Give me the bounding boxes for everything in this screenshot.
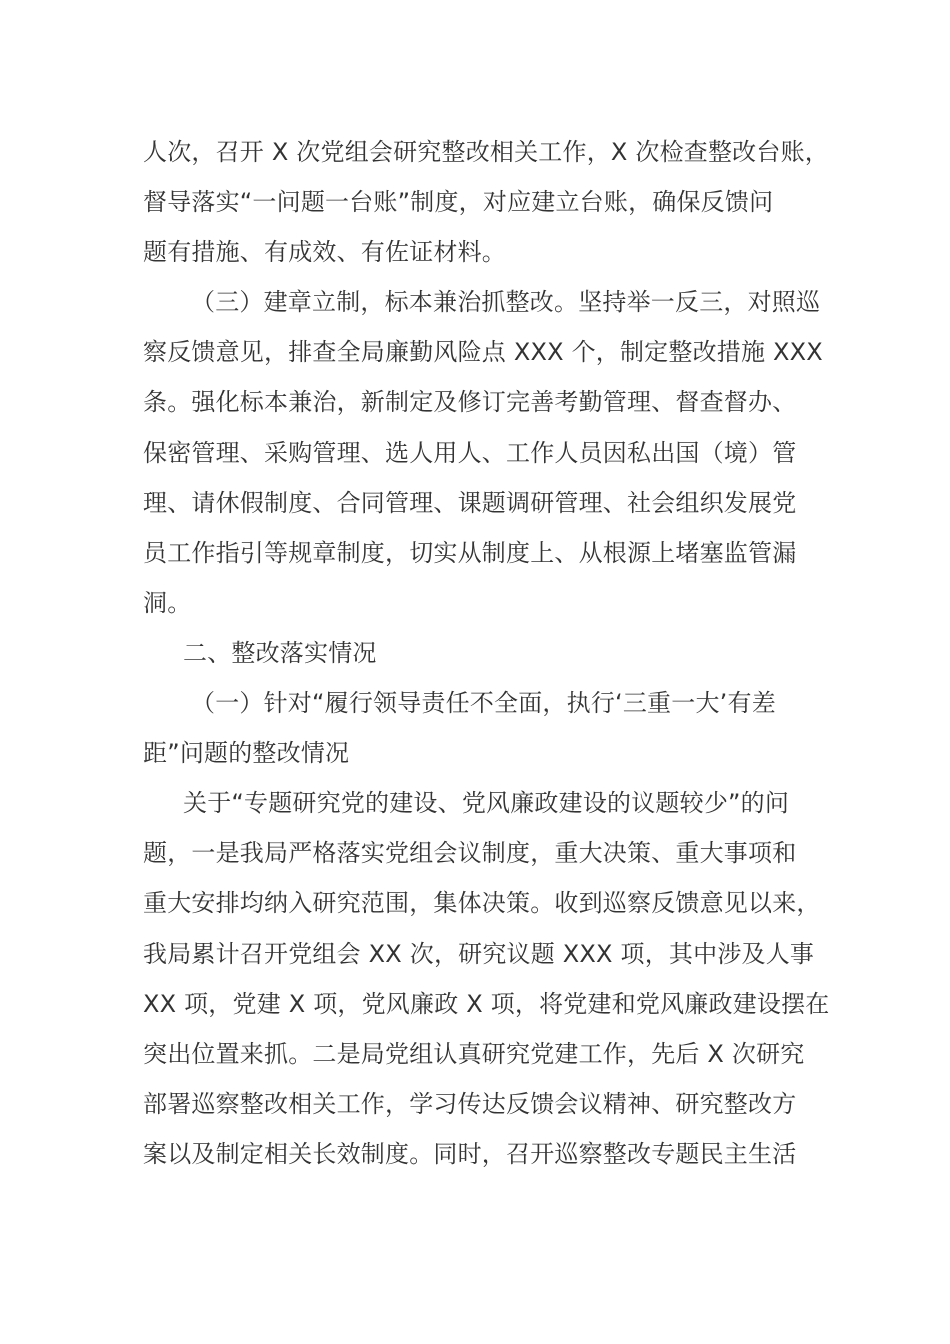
paragraph-line: 察反馈意见，排查全局廉勤风险点 XXX 个，制定整改措施 XXX — [143, 338, 823, 367]
subsection-heading: 距”问题的整改情况 — [143, 739, 350, 768]
paragraph-line: 突出位置来抓。二是局党组认真研究党建工作，先后 X 次研究 — [143, 1039, 805, 1068]
subsection-heading: （一）针对“履行领导责任不全面，执行‘三重一大’有差 — [191, 689, 776, 718]
paragraph-line: （三）建章立制，标本兼治抓整改。坚持举一反三，对照巡 — [191, 288, 821, 317]
paragraph-line: XX 项，党建 X 项，党风廉政 X 项，将党建和党风廉政建设摆在 — [143, 989, 830, 1018]
paragraph-line: 条。强化标本兼治，新制定及修订完善考勤管理、督查督办、 — [143, 388, 797, 417]
paragraph-line: 关于“专题研究党的建设、党风廉政建设的议题较少”的问 — [183, 789, 790, 818]
paragraph-line: 洞。 — [143, 588, 192, 617]
paragraph-line: 员工作指引等规章制度，切实从制度上、从根源上堵塞监管漏 — [143, 538, 797, 567]
paragraph-line: 重大安排均纳入研究范围，集体决策。收到巡察反馈意见以来， — [143, 889, 821, 918]
document-body — [143, 127, 830, 1179]
paragraph-line: 督导落实“一问题一台账”制度，对应建立台账，确保反馈问 — [143, 188, 774, 217]
paragraph-line: 题有措施、有成效、有佐证材料。 — [143, 238, 506, 267]
paragraph-line: 保密管理、采购管理、选人用人、工作人员因私出国（境）管 — [143, 438, 797, 467]
paragraph-line: 理、请休假制度、合同管理、课题调研管理、社会组织发展党 — [143, 488, 797, 517]
paragraph-line: 部署巡察整改相关工作，学习传达反馈会议精神、研究整改方 — [143, 1089, 797, 1118]
section-heading: 二、整改落实情况 — [183, 638, 377, 667]
paragraph-line: 题，一是我局严格落实党组会议制度，重大决策、重大事项和 — [143, 839, 797, 868]
paragraph-line: 案以及制定相关长效制度。同时，召开巡察整改专题民主生活 — [143, 1139, 797, 1168]
paragraph-line: 我局累计召开党组会 XX 次，研究议题 XXX 项，其中涉及人事 — [143, 939, 815, 968]
paragraph-line: 人次，召开 X 次党组会研究整改相关工作，X 次检查整改台账， — [143, 138, 829, 166]
